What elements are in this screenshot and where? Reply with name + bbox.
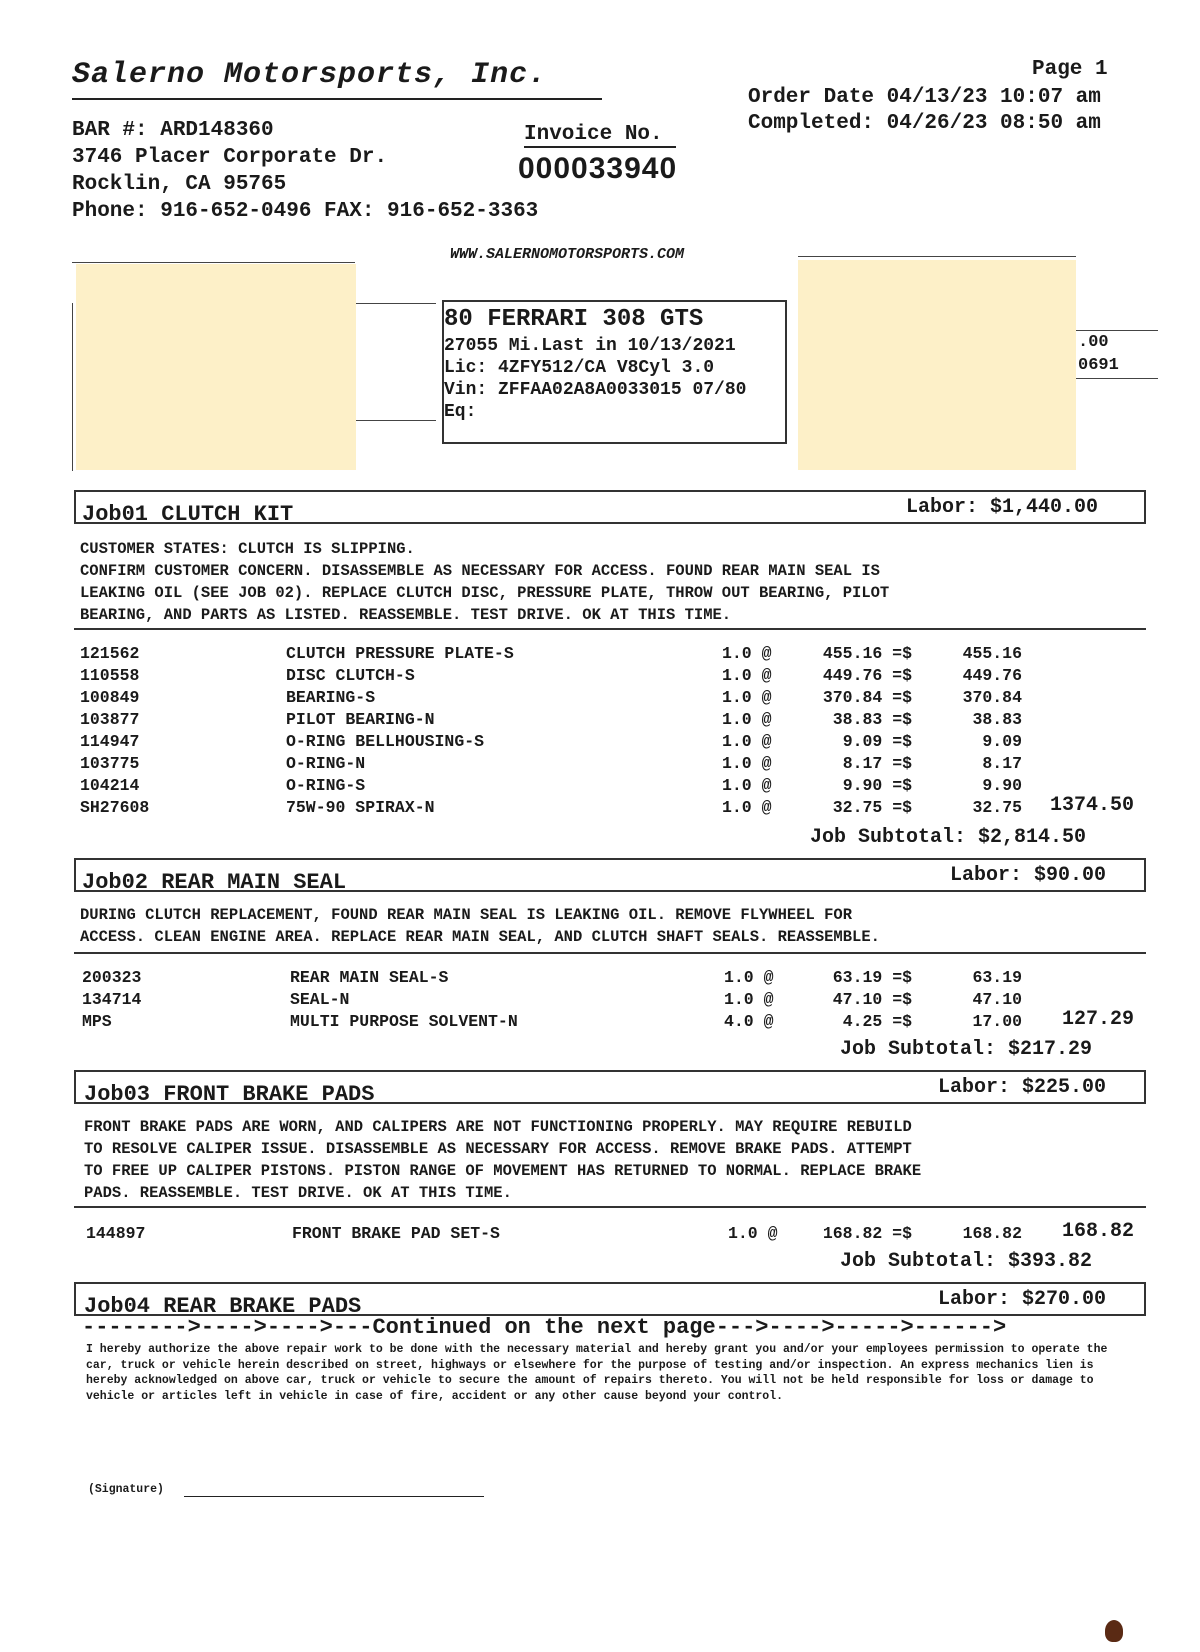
job-labor-01: Labor: $1,440.00: [906, 496, 1099, 519]
right-partial-value-2: 0691: [1078, 356, 1119, 375]
part-description: O-RING-S: [286, 776, 366, 795]
job-title-03: Job03 FRONT BRAKE PADS: [84, 1082, 375, 1107]
job-desc-02-line-1: DURING CLUTCH REPLACEMENT, FOUND REAR MAIN SEAL IS LEAKING OIL. REMOVE FLYWHEEL FOR: [80, 906, 853, 924]
part-unit-price: 38.83 =$: [832, 710, 912, 729]
signature-label: (Signature): [88, 1483, 164, 1496]
job-divider-03: [74, 1206, 1146, 1208]
part-line-total: 9.90: [982, 776, 1022, 795]
part-number: 103877: [80, 710, 140, 729]
part-number: 103775: [80, 754, 140, 773]
part-description: MULTI PURPOSE SOLVENT-N: [290, 1012, 518, 1031]
job-desc-03-line-2: TO RESOLVE CALIPER ISSUE. DISASSEMBLE AS NECESSARY FOR ACCESS. REMOVE BRAKE PADS. ATTEMPT: [84, 1140, 912, 1158]
part-number: 134714: [82, 990, 142, 1009]
job-title-01: Job01 CLUTCH KIT: [82, 502, 294, 527]
job-desc-03-line-3: TO FREE UP CALIPER PISTONS. PISTON RANGE OF MOVEMENT HAS RETURNED TO NORMAL. REPLACE BRAKE: [84, 1162, 922, 1180]
completed-date: Completed: 04/26/23 08:50 am: [748, 112, 1101, 135]
vehicle-equipment: Eq:: [444, 402, 477, 422]
redacted-right-info: [798, 260, 1076, 470]
phone-fax: Phone: 916-652-0496 FAX: 916-652-3363: [72, 200, 539, 223]
part-quantity: 1.0 @: [722, 776, 772, 795]
parts-group-total: 127.29: [1061, 1008, 1134, 1031]
part-line-total: 8.17: [982, 754, 1022, 773]
part-unit-price: 9.90 =$: [842, 776, 912, 795]
part-description: DISC CLUTCH-S: [286, 666, 415, 685]
part-unit-price: 8.17 =$: [842, 754, 912, 773]
part-description: BEARING-S: [286, 688, 376, 707]
part-quantity: 1.0 @: [722, 710, 772, 729]
continued-notice: -------->---->---->---Continued on the next page--->---->----->------>: [82, 1315, 1007, 1340]
job-title-04: Job04 REAR BRAKE PADS: [84, 1294, 362, 1319]
part-line-total: 32.75: [972, 798, 1022, 817]
part-line-total: 38.83: [972, 710, 1022, 729]
company-name-underline: [72, 98, 602, 100]
part-line-total: 9.09: [982, 732, 1022, 751]
part-number: MPS: [82, 1012, 112, 1031]
part-quantity: 1.0 @: [722, 798, 772, 817]
part-quantity: 4.0 @: [724, 1012, 774, 1031]
redacted-customer-info: [76, 264, 356, 470]
part-unit-price: 4.25 =$: [842, 1012, 912, 1031]
job-labor-02: Labor: $90.00: [950, 864, 1107, 887]
part-number: SH27608: [80, 798, 150, 817]
part-line-total: 17.00: [972, 1012, 1022, 1031]
part-quantity: 1.0 @: [728, 1224, 778, 1243]
part-unit-price: 47.10 =$: [832, 990, 912, 1009]
customer-box-top: [356, 303, 436, 304]
right-partial-value-1: .00: [1078, 333, 1109, 352]
part-number: 110558: [80, 666, 140, 685]
vehicle-license: Lic: 4ZFY512/CA V8Cyl 3.0: [444, 358, 715, 378]
invoice-number: 000033940: [518, 152, 678, 185]
part-description: REAR MAIN SEAL-S: [290, 968, 449, 987]
right-rule-2: [1076, 378, 1158, 379]
signature-line[interactable]: [184, 1496, 484, 1497]
part-description: SEAL-N: [290, 990, 350, 1009]
part-description: FRONT BRAKE PAD SET-S: [292, 1224, 500, 1243]
job-desc-02-line-2: ACCESS. CLEAN ENGINE AREA. REPLACE REAR MAIN SEAL, AND CLUTCH SHAFT SEALS. REASSEMBLE.: [80, 928, 880, 946]
job-desc-01-line-2: CONFIRM CUSTOMER CONCERN. DISASSEMBLE AS NECESSARY FOR ACCESS. FOUND REAR MAIN SEAL IS: [80, 562, 880, 580]
part-unit-price: 9.09 =$: [842, 732, 912, 751]
bar-number: BAR #: ARD148360: [72, 119, 274, 142]
part-line-total: 370.84: [962, 688, 1022, 707]
vehicle-vin: Vin: ZFFAA02A8A0033015 07/80: [444, 380, 747, 400]
parts-group-total: 1374.50: [1049, 794, 1134, 817]
part-quantity: 1.0 @: [722, 754, 772, 773]
invoice-label-underline: [524, 146, 676, 148]
part-quantity: 1.0 @: [722, 666, 772, 685]
part-unit-price: 63.19 =$: [832, 968, 912, 987]
authorization-text: I hereby authorize the above repair work to be done with the necessary material and hereby grant you and/or your employees permission to operate the car, truck or vehicle herein described on street, highways or elsewhere for the purpose of testing and/or inspection. An express mechanics lien is hereby acknowledged on above car, truck or vehicle to secure the amount of repairs thereto. You will not be held responsible for loss or damage to vehicle or articles left in vehicle in case of fire, accident or any other cause beyond your control.: [86, 1343, 1108, 1403]
job-title-02: Job02 REAR MAIN SEAL: [82, 870, 347, 895]
address-line-2: Rocklin, CA 95765: [72, 173, 287, 196]
part-quantity: 1.0 @: [722, 688, 772, 707]
job-desc-01-line-3: LEAKING OIL (SEE JOB 02). REPLACE CLUTCH DISC, PRESSURE PLATE, THROW OUT BEARING, PILOT: [80, 584, 890, 602]
part-quantity: 1.0 @: [722, 732, 772, 751]
vehicle-mileage: 27055 Mi.Last in 10/13/2021: [444, 336, 736, 356]
invoice-label: Invoice No.: [524, 123, 663, 146]
part-number: 114947: [80, 732, 140, 751]
part-description: O-RING-N: [286, 754, 366, 773]
part-quantity: 1.0 @: [724, 968, 774, 987]
part-number: 200323: [82, 968, 142, 987]
part-unit-price: 168.82 =$: [822, 1224, 912, 1243]
job-desc-03-line-1: FRONT BRAKE PADS ARE WORN, AND CALIPERS ARE NOT FUNCTIONING PROPERLY. MAY REQUIRE REBUILD: [84, 1118, 912, 1136]
right-rule-1: [1076, 330, 1158, 331]
website: WWW.SALERNOMOTORSPORTS.COM: [450, 246, 685, 263]
part-description: CLUTCH PRESSURE PLATE-S: [286, 644, 514, 663]
page-number: Page 1: [1032, 58, 1108, 81]
part-unit-price: 455.16 =$: [822, 644, 912, 663]
part-description: O-RING BELLHOUSING-S: [286, 732, 485, 751]
job-subtotal-03: Job Subtotal: $393.82: [840, 1250, 1093, 1273]
customer-box-left: [72, 303, 73, 471]
part-unit-price: 370.84 =$: [822, 688, 912, 707]
part-quantity: 1.0 @: [724, 990, 774, 1009]
part-number: 121562: [80, 644, 140, 663]
part-line-total: 168.82: [962, 1224, 1022, 1243]
company-name: Salerno Motorsports, Inc.: [72, 58, 548, 92]
address-line-1: 3746 Placer Corporate Dr.: [72, 146, 388, 169]
parts-group-total: 168.82: [1061, 1220, 1134, 1243]
job-divider-01: [74, 628, 1146, 630]
part-number: 104214: [80, 776, 140, 795]
vehicle-title: 80 FERRARI 308 GTS: [444, 306, 704, 333]
part-line-total: 47.10: [972, 990, 1022, 1009]
job-subtotal-01: Job Subtotal: $2,814.50: [810, 826, 1087, 849]
part-number: 100849: [80, 688, 140, 707]
job-subtotal-02: Job Subtotal: $217.29: [840, 1038, 1093, 1061]
rule-left: [72, 262, 355, 263]
part-line-total: 449.76: [962, 666, 1022, 685]
part-line-total: 455.16: [962, 644, 1022, 663]
part-number: 144897: [86, 1224, 146, 1243]
order-date: Order Date 04/13/23 10:07 am: [748, 86, 1101, 109]
job-desc-01-line-1: CUSTOMER STATES: CLUTCH IS SLIPPING.: [80, 540, 415, 558]
job-labor-04: Labor: $270.00: [938, 1288, 1107, 1311]
customer-box-bottom: [356, 420, 436, 421]
job-desc-01-line-4: BEARING, AND PARTS AS LISTED. REASSEMBLE. TEST DRIVE. OK AT THIS TIME.: [80, 606, 732, 624]
part-unit-price: 449.76 =$: [822, 666, 912, 685]
part-description: PILOT BEARING-N: [286, 710, 435, 729]
part-description: 75W-90 SPIRAX-N: [286, 798, 435, 817]
job-divider-02: [74, 952, 1146, 954]
part-unit-price: 32.75 =$: [832, 798, 912, 817]
job-labor-03: Labor: $225.00: [938, 1076, 1107, 1099]
job-desc-03-line-4: PADS. REASSEMBLE. TEST DRIVE. OK AT THIS TIME.: [84, 1184, 512, 1202]
ink-stain: [1105, 1620, 1123, 1642]
part-line-total: 63.19: [972, 968, 1022, 987]
part-quantity: 1.0 @: [722, 644, 772, 663]
rule-right: [798, 256, 1076, 257]
